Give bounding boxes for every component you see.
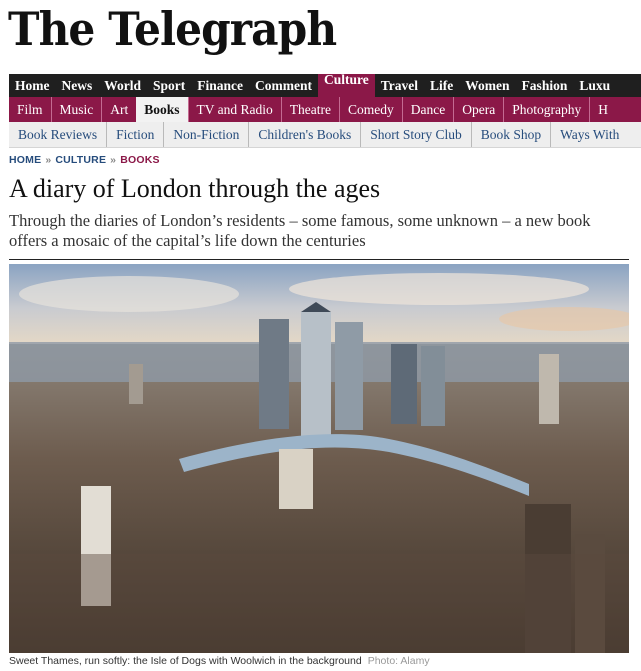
subnav-item-comedy[interactable]: Comedy bbox=[339, 97, 402, 122]
telegraph-logo[interactable]: The Telegraph bbox=[8, 2, 337, 56]
breadcrumb bbox=[9, 154, 160, 166]
books-nav-childrens-books[interactable]: Children's Books bbox=[248, 122, 360, 147]
primary-nav bbox=[9, 74, 641, 97]
books-nav-ways-with[interactable]: Ways With bbox=[550, 122, 628, 147]
nav-item-finance[interactable]: Finance bbox=[197, 78, 244, 93]
article-photo-london-skyline bbox=[9, 264, 629, 653]
subnav-item-dance[interactable]: Dance bbox=[402, 97, 453, 122]
books-nav-fiction[interactable]: Fiction bbox=[106, 122, 163, 147]
breadcrumb-separator: » bbox=[45, 154, 52, 166]
subnav-item-tv-and-radio[interactable]: TV and Radio bbox=[188, 97, 281, 122]
photo-credit: Photo: Alamy bbox=[367, 655, 430, 667]
nav-item-women[interactable]: Women bbox=[465, 78, 510, 93]
nav-item-culture[interactable]: Culture bbox=[318, 74, 375, 97]
books-nav-non-fiction[interactable]: Non-Fiction bbox=[163, 122, 248, 147]
breadcrumb-home[interactable]: HOME bbox=[9, 154, 42, 166]
subnav-item-books[interactable]: Books bbox=[136, 97, 187, 122]
subnav-item-music[interactable]: Music bbox=[51, 97, 102, 122]
nav-item-news[interactable]: News bbox=[61, 78, 93, 93]
caption-text: Sweet Thames, run softly: the Isle of Dogs with Woolwich in the background bbox=[9, 655, 362, 667]
breadcrumb-culture[interactable]: CULTURE bbox=[55, 154, 107, 166]
books-nav-book-shop[interactable]: Book Shop bbox=[471, 122, 550, 147]
subnav-item-photography[interactable]: Photography bbox=[503, 97, 589, 122]
photo-caption bbox=[9, 655, 430, 667]
subnav-item-more[interactable]: H bbox=[589, 97, 616, 122]
subnav-item-art[interactable]: Art bbox=[101, 97, 136, 122]
subnav-item-film[interactable]: Film bbox=[17, 102, 43, 117]
nav-item-travel[interactable]: Travel bbox=[380, 78, 419, 93]
nav-item-home[interactable]: Home bbox=[15, 78, 50, 93]
article-headline: A diary of London through the ages bbox=[9, 174, 381, 203]
article-standfirst: Through the diaries of London’s residents – some famous, some unknown – a new book offers a mosaic of the capital’s life down the centuries bbox=[9, 211, 591, 250]
nav-item-comment[interactable]: Comment bbox=[255, 78, 313, 93]
nav-item-fashion[interactable]: Fashion bbox=[521, 78, 568, 93]
culture-subnav bbox=[9, 97, 641, 122]
subnav-item-opera[interactable]: Opera bbox=[453, 97, 503, 122]
books-subnav bbox=[9, 122, 641, 148]
nav-item-luxury[interactable]: Luxu bbox=[579, 78, 611, 93]
books-nav-short-story-club[interactable]: Short Story Club bbox=[360, 122, 471, 147]
headline-divider bbox=[9, 259, 629, 260]
nav-item-sport[interactable]: Sport bbox=[153, 78, 186, 93]
subnav-item-theatre[interactable]: Theatre bbox=[281, 97, 339, 122]
breadcrumb-books[interactable]: BOOKS bbox=[120, 154, 160, 166]
nav-item-world[interactable]: World bbox=[104, 78, 142, 93]
nav-item-life[interactable]: Life bbox=[430, 78, 454, 93]
breadcrumb-separator: » bbox=[110, 154, 117, 166]
books-nav-book-reviews[interactable]: Book Reviews bbox=[18, 127, 98, 142]
